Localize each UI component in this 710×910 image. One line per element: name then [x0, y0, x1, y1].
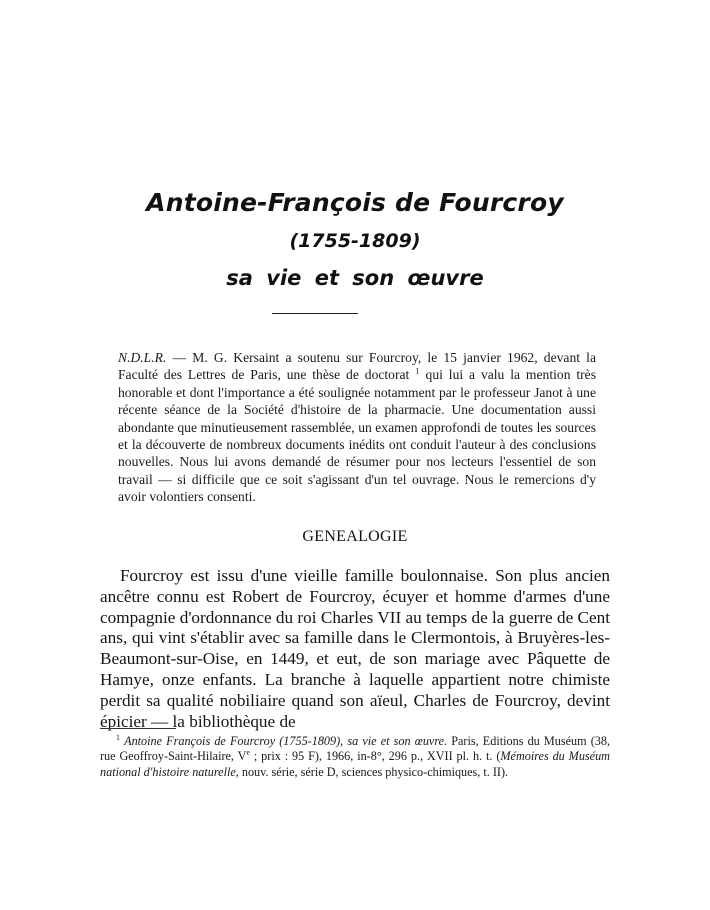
- footnote-number: 1: [116, 732, 120, 742]
- section-heading: GENEALOGIE: [302, 528, 408, 545]
- editor-note-lead: N.D.L.R.: [118, 350, 167, 365]
- body-paragraph: Fourcroy est issu d'une vieille famille boulonnaise. Son plus ancien ancêtre connu est Robert de Fourcroy, écuyer et homme d'armes d'une compagnie d'ordonnance du roi Charles VII au temps de la guerre de Cent ans, qui vint s'établir avec sa famille dans le Clermontois, à Bruyères-les-Beaumont-sur-Oise, en 1449, et eut, de son mariage avec Pâquette de Hamye, onze enfants. La branche à laquelle appartient notre chimiste perdit sa qualité nobiliaire quand son aïeul, Charles de Fourcroy, devint épicier — la bibliothèque de: [100, 566, 610, 731]
- footnote-divider: [100, 728, 176, 729]
- article-title: Antoine-François de Fourcroy: [146, 188, 564, 217]
- footnote-book-title: Antoine François de Fourcroy (1755-1809), sa vie et son œuvre: [124, 734, 445, 748]
- footnote-text-1: . Paris, Editions du Muséum (38, rue Geoffroy-Saint-Hilaire, V: [100, 734, 611, 764]
- article-subtitle: sa vie et son œuvre: [226, 266, 484, 290]
- editor-note-text-1: — M. G. Kersaint a soutenu sur Fourcroy, le 15 janvier 1962, devant la Faculté des Lettres de Paris, une thèse de doctorat: [118, 350, 596, 383]
- title-divider: [272, 313, 358, 314]
- footnote-text-3: , nouv. série, série D, sciences physico-chimiques, t. II).: [235, 764, 509, 779]
- footnote-series-title: Mémoires du Muséum national d'histoire naturelle: [100, 749, 610, 779]
- footnote: [100, 734, 610, 780]
- footnote-text-2: ; prix : 95 F), 1966, in-8°, 296 p., XVII pl. h. t. (: [249, 749, 501, 764]
- footnote-superscript: e: [246, 748, 250, 758]
- footnote-reference[interactable]: 1: [415, 365, 420, 376]
- editor-note-text-2: qui lui a valu la mention très honorable et dont l'importance a été soulignée notamment par le professeur Janot à une récente séance de la Société d'histoire de la pharmacie. Une documentation aussi abondante que minutieusement rassemblée, un examen approfondi de toutes les sources et la découverte de nombreux documents inédits ont conduit l'auteur à des conclusions nouvelles. Nous lui avons demandé de résumer pour nos lecteurs l'essentiel de son travail — si difficile que ce soit s'agissant d'un tel ouvrage. Nous le remercions d'y avoir volontiers consenti.: [118, 367, 597, 505]
- editor-note: [118, 349, 596, 506]
- article-dates: (1755-1809): [289, 230, 421, 252]
